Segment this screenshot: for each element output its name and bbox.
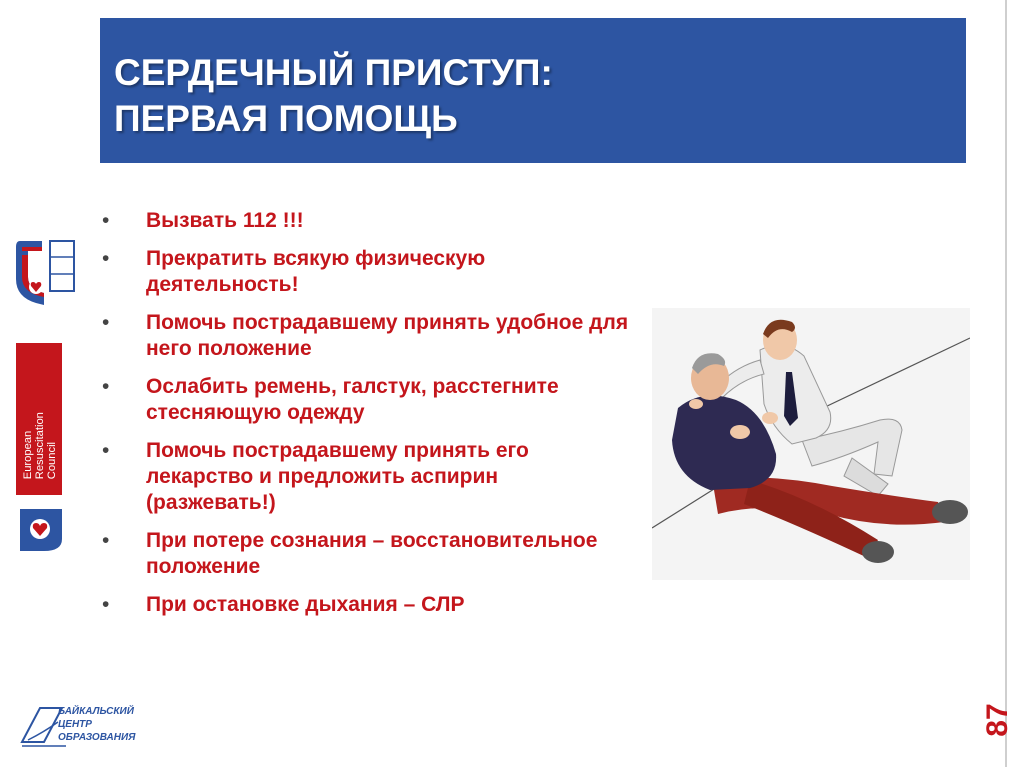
erc-line-2: Resuscitation	[34, 412, 47, 480]
slide-title-line-1: СЕРДЕЧНЫЙ ПРИСТУП:	[114, 52, 553, 93]
ncp-logo-graphic	[14, 237, 78, 309]
list-item	[102, 528, 632, 580]
bullet-icon: •	[102, 209, 110, 232]
slide-title-line-2: ПЕРВАЯ ПОМОЩЬ	[114, 98, 458, 139]
footer-line-2: ЦЕНТР	[58, 719, 92, 730]
list-item	[102, 310, 632, 362]
erc-logo	[14, 343, 74, 553]
list-item-text: Вызвать 112 !!!	[146, 209, 304, 232]
list-item	[102, 592, 632, 618]
list-item-text: При остановке дыхания – СЛР	[146, 593, 465, 616]
list-item-text: Помочь пострадавшему принять его лекарство и предложить аспирин (разжевать!)	[146, 439, 529, 514]
bullet-icon: •	[102, 247, 110, 270]
footer-line-3: ОБРАЗОВАНИЯ	[58, 732, 136, 743]
first-aid-steps-list	[102, 208, 632, 630]
list-item	[102, 438, 632, 516]
footer-line-1: БАЙКАЛЬСКИЙ	[58, 706, 134, 717]
bullet-icon: •	[102, 529, 110, 552]
first-aid-illustration	[652, 308, 970, 580]
footer-org-name	[58, 705, 135, 744]
list-item	[102, 208, 632, 234]
erc-line-1: European	[21, 430, 34, 480]
list-item-text: Прекратить всякую физическую деятельность!	[146, 247, 486, 296]
erc-line-3: Council	[46, 441, 59, 480]
list-item-text: При потере сознания – восстановительное положение	[146, 529, 598, 578]
bullet-icon: •	[102, 311, 110, 334]
page-number: 87	[981, 703, 1014, 737]
list-item-text: Ослабить ремень, галстук, расстегните стесняющую одежду	[146, 375, 559, 424]
list-item-text: Помочь пострадавшему принять удобное для него положение	[146, 311, 629, 360]
ncp-logo	[14, 237, 78, 309]
bullet-icon: •	[102, 375, 110, 398]
bullet-icon: •	[102, 593, 110, 616]
bullet-icon: •	[102, 439, 110, 462]
first-aid-illustration-graphic	[652, 308, 970, 580]
title-banner	[100, 18, 966, 163]
slide-title	[114, 50, 553, 142]
page-edge-rule	[1005, 0, 1007, 767]
list-item	[102, 374, 632, 426]
list-item	[102, 246, 632, 298]
erc-logo-text	[14, 343, 74, 483]
